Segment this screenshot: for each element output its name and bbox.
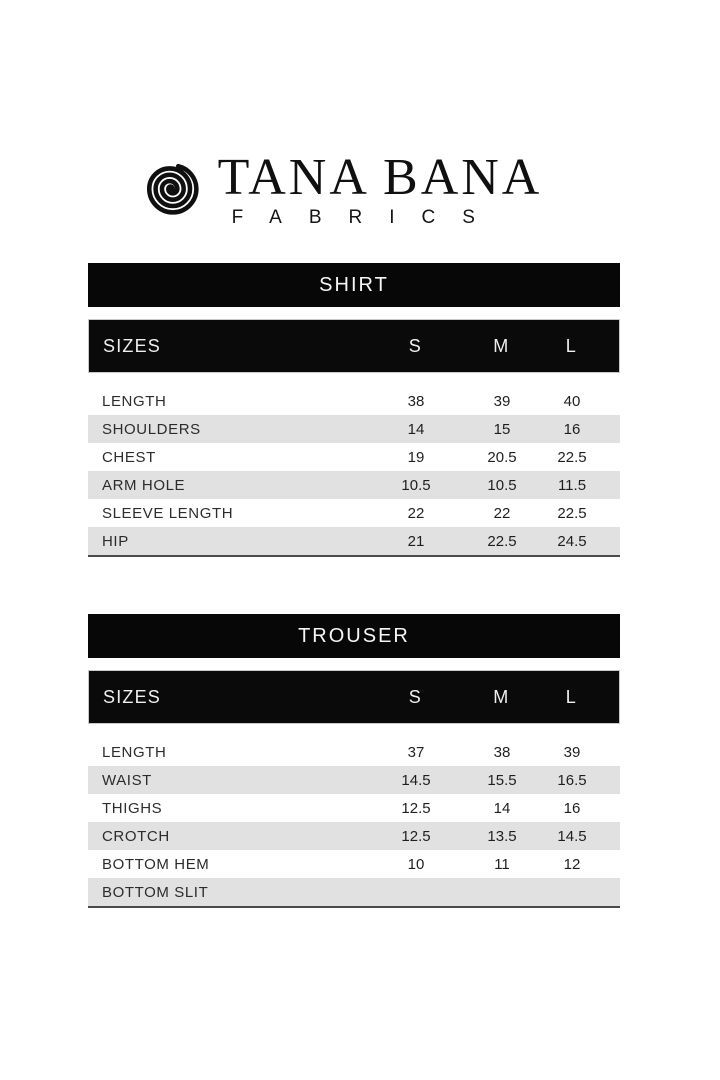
table-row	[88, 387, 620, 415]
shirt-sizes-header	[88, 319, 620, 373]
size-value-m: 20.5	[487, 448, 517, 466]
brand-logo	[0, 149, 702, 229]
spiral-icon	[142, 158, 200, 216]
size-value-s: 10	[407, 855, 425, 873]
size-value-m: 10.5	[487, 476, 517, 494]
table-row	[88, 499, 620, 527]
size-value-l: 16	[563, 799, 581, 817]
size-value-l: 16.5	[557, 771, 587, 789]
size-value-m: 39	[493, 392, 511, 410]
row-label: CHEST	[102, 448, 156, 466]
row-label: THIGHS	[102, 799, 163, 817]
trouser-table	[88, 738, 620, 908]
size-value-l: 39	[563, 743, 581, 761]
brand-text	[217, 149, 543, 229]
row-label: CROTCH	[102, 827, 170, 845]
size-value-s: 14.5	[401, 771, 431, 789]
column-header-s: S	[408, 335, 422, 356]
size-value-s: 22	[407, 504, 425, 522]
table-row	[88, 443, 620, 471]
size-value-s: 12.5	[401, 827, 431, 845]
shirt-title: SHIRT	[319, 273, 389, 296]
size-value-m: 15.5	[487, 771, 517, 789]
table-row	[88, 878, 620, 906]
size-value-l: 22.5	[557, 448, 587, 466]
row-label: BOTTOM SLIT	[102, 883, 209, 901]
size-value-m: 22	[493, 504, 511, 522]
size-value-l: 12	[563, 855, 581, 873]
table-row	[88, 415, 620, 443]
size-value-s: 38	[407, 392, 425, 410]
shirt-table	[88, 387, 620, 557]
trouser-sizes-header	[88, 670, 620, 724]
row-label: SHOULDERS	[102, 420, 201, 438]
table-row	[88, 471, 620, 499]
size-value-l: 22.5	[557, 504, 587, 522]
size-value-l: 11.5	[557, 476, 587, 494]
table-row	[88, 738, 620, 766]
size-value-m: 13.5	[487, 827, 517, 845]
size-value-l: 14.5	[557, 827, 587, 845]
size-value-l: 40	[563, 392, 581, 410]
size-value-l: 24.5	[557, 532, 587, 550]
size-value-m: 11	[494, 855, 510, 873]
table-row	[88, 794, 620, 822]
brand-subtitle: FABRICS	[231, 207, 502, 228]
size-value-s: 21	[407, 532, 425, 550]
size-value-s: 19	[407, 448, 425, 466]
trouser-section	[88, 614, 620, 908]
trouser-title: TROUSER	[298, 624, 410, 647]
size-value-m: 38	[493, 743, 511, 761]
size-value-s: 14	[407, 420, 425, 438]
row-label: BOTTOM HEM	[102, 855, 210, 873]
row-label: ARM HOLE	[102, 476, 186, 494]
column-header-l: L	[565, 335, 577, 356]
shirt-title-bar	[88, 263, 620, 307]
column-header-s: S	[408, 686, 422, 707]
table-row	[88, 527, 620, 555]
row-label: LENGTH	[102, 743, 167, 761]
row-label: SLEEVE LENGTH	[102, 504, 234, 522]
shirt-section	[88, 263, 620, 557]
column-header-m: M	[493, 335, 509, 356]
table-row	[88, 850, 620, 878]
table-row	[88, 766, 620, 794]
row-label: LENGTH	[102, 392, 167, 410]
row-label: HIP	[102, 532, 129, 550]
size-value-m: 15	[493, 420, 511, 438]
size-value-s: 10.5	[401, 476, 431, 494]
size-value-s: 37	[407, 743, 425, 761]
sizes-label: SIZES	[103, 686, 162, 707]
size-value-s: 12.5	[401, 799, 431, 817]
trouser-title-bar	[88, 614, 620, 658]
size-value-m: 22.5	[487, 532, 517, 550]
table-row	[88, 822, 620, 850]
sizes-label: SIZES	[103, 335, 162, 356]
size-value-m: 14	[493, 799, 511, 817]
brand-name: TANA BANA	[217, 149, 543, 206]
column-header-l: L	[565, 686, 577, 707]
row-label: WAIST	[102, 771, 152, 789]
size-value-l: 16	[563, 420, 581, 438]
column-header-m: M	[493, 686, 509, 707]
